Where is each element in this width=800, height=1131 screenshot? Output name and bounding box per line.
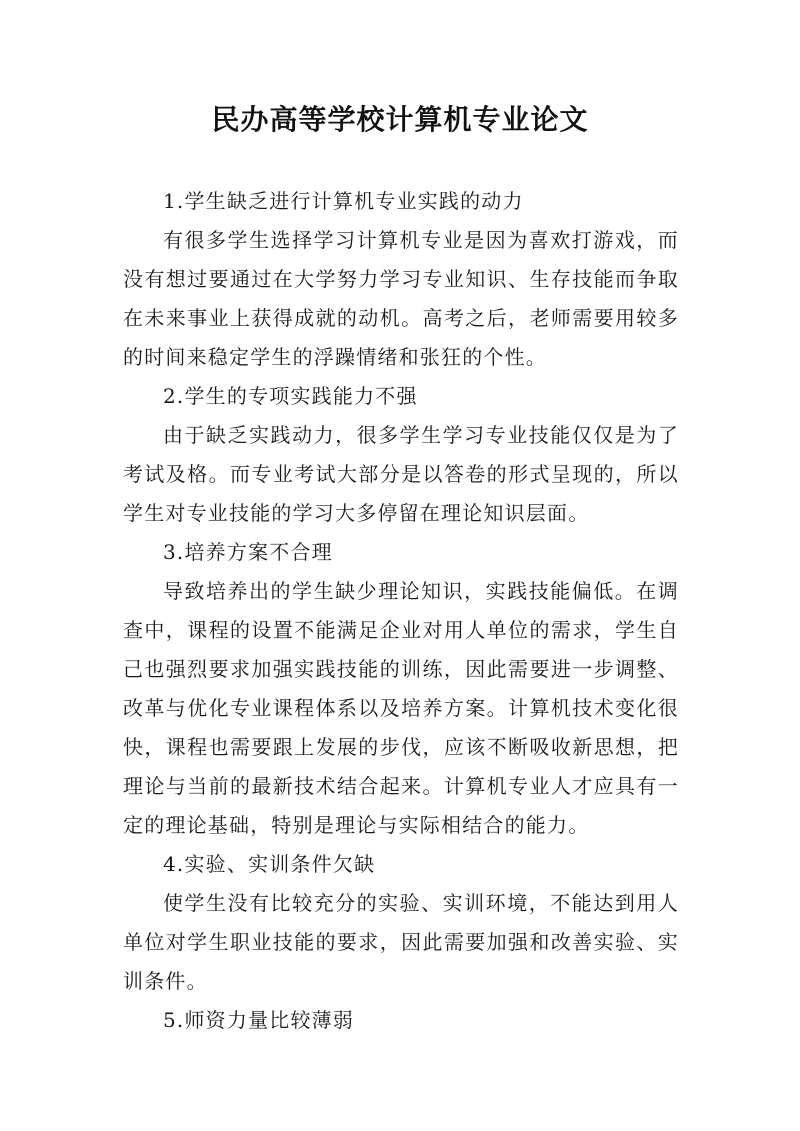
section-paragraph: 由于缺乏实践动力，很多学生学习专业技能仅仅是为了考试及格。而专业考试大部分是以答卷的形式呈现的，所以学生对专业技能的学习大多停留在理论知识层面。 (123, 423, 679, 525)
section-heading: 1.学生缺乏进行计算机专业实践的动力 (163, 189, 524, 213)
section-heading: 4.实验、实训条件欠缺 (163, 852, 376, 876)
section-paragraph: 有很多学生选择学习计算机专业是因为喜欢打游戏，而没有想过要通过在大学努力学习专业知识、生存技能而争取在未来事业上获得成就的动机。高考之后，老师需要用较多的时间来稳定学生的浮躁情绪和张狂的个性。 (123, 228, 679, 369)
section-heading: 5.师资力量比较薄弱 (163, 1008, 355, 1032)
section-paragraph: 使学生没有比较充分的实验、实训环境，不能达到用人单位对学生职业技能的要求，因此需要加强和改善实验、实训条件。 (123, 891, 679, 993)
document-title: 民办高等学校计算机专业论文 (211, 103, 589, 136)
section-heading: 2.学生的专项实践能力不强 (163, 384, 418, 408)
document-body (123, 182, 679, 1040)
section-paragraph: 导致培养出的学生缺少理论知识，实践技能偏低。在调查中，课程的设置不能满足企业对用人单位的需求，学生自己也强烈要求加强实践技能的训练，因此需要进一步调整、改革与优化专业课程体系以及培养方案。计算机技术变化很快，课程也需要跟上发展的步伐，应该不断吸收新思想，把理论与当前的最新技术结合起来。计算机专业人才应具有一定的理论基础，特别是理论与实际相结合的能力。 (123, 579, 679, 837)
section-heading: 3.培养方案不合理 (163, 540, 333, 564)
